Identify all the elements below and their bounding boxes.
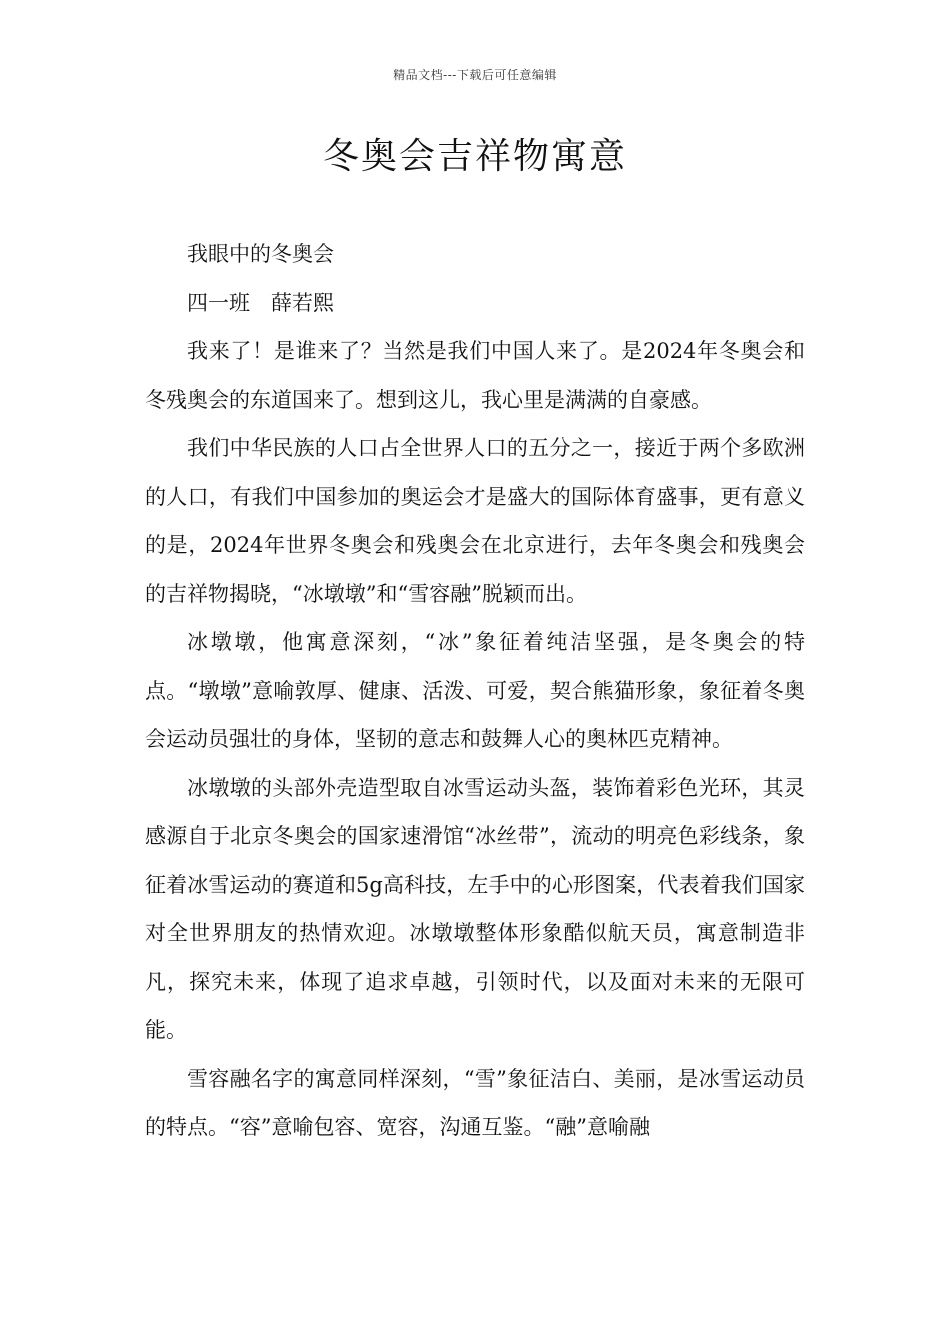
body-paragraph: 我来了！是谁来了？当然是我们中国人来了。是2024年冬奥会和冬残奥会的东道国来了。想到这儿，我心里是满满的自豪感。 xyxy=(145,339,805,412)
body-paragraph: 冰墩墩，他寓意深刻，“冰”象征着纯洁坚强，是冬奥会的特点。“墩墩”意喻敦厚、健康、活泼、可爱，契合熊猫形象，象征着冬奥会运动员强壮的身体，坚韧的意志和鼓舞人心的奥林匹克精神。 xyxy=(145,630,805,751)
document-title: 冬奥会吉祥物寓意 xyxy=(322,136,627,177)
body-paragraph: 雪容融名字的寓意同样深刻，“雪”象征洁白、美丽，是冰雪运动员的特点。“容”意喻包容、宽容，沟通互鉴。“融”意喻融 xyxy=(145,1066,805,1139)
body-paragraph: 冰墩墩的头部外壳造型取自冰雪运动头盔，装饰着彩色光环，其灵感源自于北京冬奥会的国家速滑馆“冰丝带”，流动的明亮色彩线条，象征着冰雪运动的赛道和5g高科技，左手中的心形图案，代表着我们国家对全世界朋友的热情欢迎。冰墩墩整体形象酷似航天员，寓意制造非凡，探究未来，体现了追求卓越，引领时代，以及面对未来的无限可能。 xyxy=(145,775,805,1042)
body-paragraph: 我们中华民族的人口占全世界人口的五分之一，接近于两个多欧洲的人口，有我们中国参加的奥运会才是盛大的国际体育盛事，更有意义的是，2024年世界冬奥会和残奥会在北京进行，去年冬奥会和残奥会的吉祥物揭晓，“冰墩墩”和“雪容融”脱颖而出。 xyxy=(145,436,805,606)
author-paragraph: 四一班 薛若熙 xyxy=(187,290,334,315)
essay-title-paragraph: 我眼中的冬奥会 xyxy=(187,242,334,266)
document-body xyxy=(145,230,805,1152)
header-note: 精品文档---下载后可任意编辑 xyxy=(393,68,557,82)
